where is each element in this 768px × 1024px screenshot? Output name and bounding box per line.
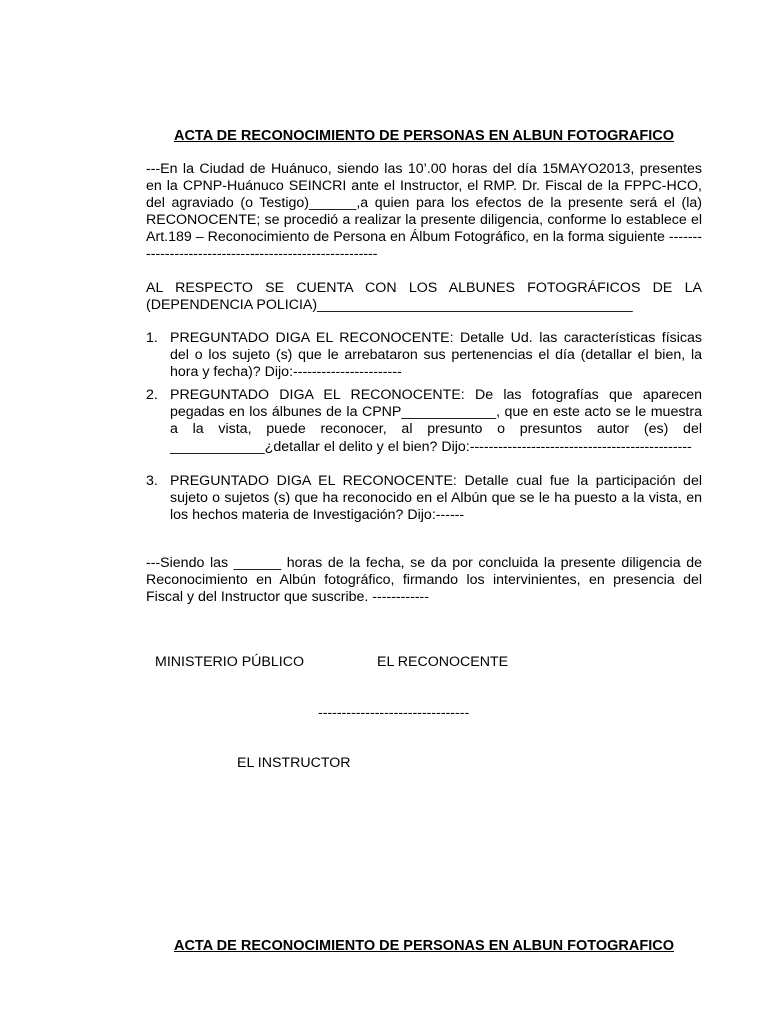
list-item [146, 473, 702, 524]
question-text: PREGUNTADO DIGA EL RECONOCENTE: Detalle Ud. las características físicas del o los sujeto (s) que le arrebataron sus pertenencias el día (detallar el bien, la hora y fecha)? Dijo:----------------------- [170, 330, 702, 381]
list-item [146, 387, 702, 455]
question-list [146, 330, 702, 524]
signature-instructor: EL INSTRUCTOR [237, 755, 351, 771]
question-text: PREGUNTADO DIGA EL RECONOCENTE: Detalle cual fue la participación del sujeto o sujetos (s) que ha reconocido en el Albún que se le ha puesto a la vista, en los hechos materia de Investigación? Dijo:------ [170, 472, 702, 523]
question-text: PREGUNTADO DIGA EL RECONOCENTE: De las fotografías que aparecen pegadas en los álbunes de la CPNP____________, que en este acto se le muestra a la vista, puede reconocer, al presunto o presuntos autor (es) del ____________¿detallar el delito y el bien? Dijo:----------------------------------------------- [170, 387, 702, 455]
closing-paragraph: ---Siendo las ______ horas de la fecha, se da por concluida la presente diligencia de Reconocimiento en Albún fotográfico, firmando los intervinientes, en presencia del Fiscal y del Instructor que suscribe. ------------ [146, 555, 702, 606]
respecto-paragraph: AL RESPECTO SE CUENTA CON LOS ALBUNES FOTOGRÁFICOS DE LA (DEPENDENCIA POLICIA)________________________________________ [146, 280, 702, 314]
signature-reconocente: EL RECONOCENTE [377, 654, 509, 670]
question-number: 1. [146, 330, 158, 346]
list-item [146, 330, 702, 381]
question-number: 3. [146, 472, 158, 489]
question-number: 2. [146, 387, 158, 404]
footer-document-title: ACTA DE RECONOCIMIENTO DE PERSONAS EN ALBUN FOTOGRAFICO [173, 938, 674, 954]
document-title: ACTA DE RECONOCIMIENTO DE PERSONAS EN ALBUN FOTOGRAFICO [173, 128, 674, 144]
signature-line: -------------------------------- [318, 705, 470, 721]
signature-ministerio-publico: MINISTERIO PÚBLICO [155, 654, 304, 670]
intro-paragraph: ---En la Ciudad de Huánuco, siendo las 10’.00 horas del día 15MAYO2013, presentes en la CPNP-Huánuco SEINCRI ante el Instructor, el RMP. Dr. Fiscal de la FPPC-HCO, del agraviado (o Testigo)______,a quien para los efectos de la presente será el (la) RECONOCENTE; se procedió a realizar la presente diligencia, conforme lo establece el Art.189 – Reconocimiento de Persona en Álbum Fotográfico, en la forma siguiente -------------------------------------------------------- [146, 161, 702, 263]
